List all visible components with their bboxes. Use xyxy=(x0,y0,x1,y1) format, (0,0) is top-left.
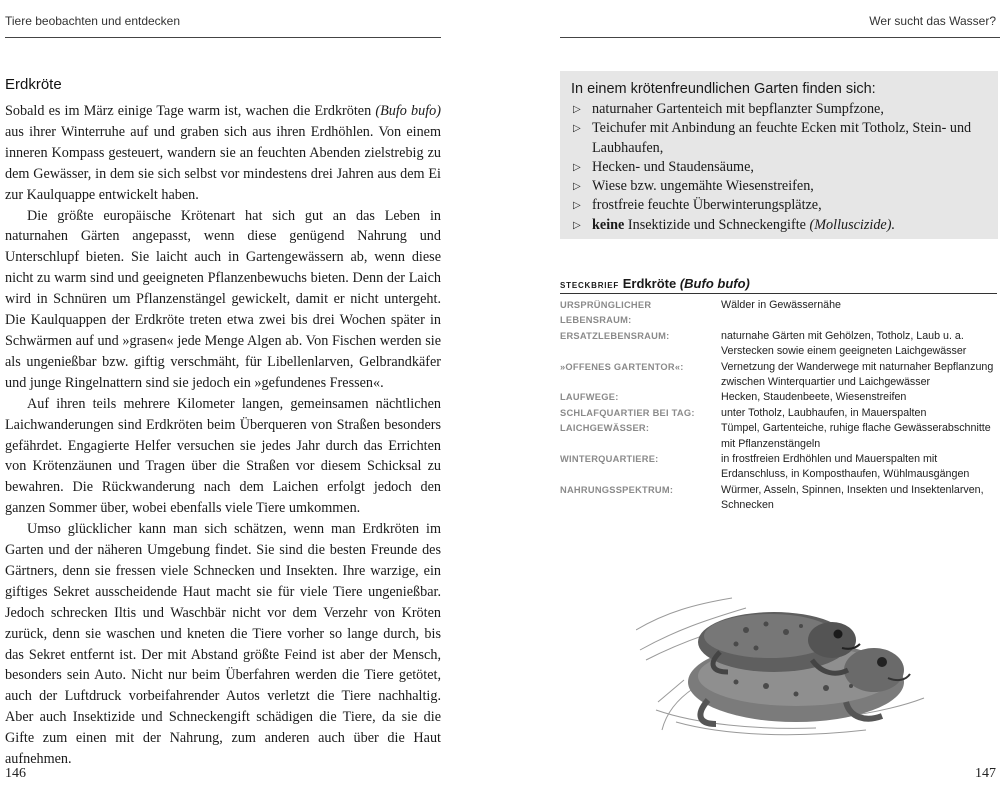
right-running-head: Wer sucht das Wasser? xyxy=(869,14,996,28)
list-item: ▷ Wiese bzw. ungemähte Wiesenstreifen, xyxy=(571,177,986,196)
species-profile xyxy=(560,276,997,514)
left-header-rule xyxy=(5,37,441,38)
profile-value: Vernetzung der Wanderwege mit naturnaher Bepflanzung zwischen Winterquartier und Laichgewässer xyxy=(721,360,994,389)
info-list xyxy=(571,100,986,235)
paragraph: Sobald es im März einige Tage warm ist, wachen die Erdkröten (Bufo bufo) aus ihrer Winterruhe auf und graben sich aus ihren Erdhöhlen. Von einem inneren Kompass gesteuert, wandern sie an feuchten Abenden zielstrebig zu dem Gewässer, in dem sie sich selbst vor mindestens drei Jahren aus dem Ei zur Kaulquappe entwickelt haben. xyxy=(5,103,441,203)
left-running-head: Tiere beobachten und entdecken xyxy=(5,14,181,28)
profile-label: SCHLAFQUARTIER BEI TAG: xyxy=(560,407,695,418)
paragraph: Auf ihren teils mehrere Kilometer langen, gemeinsamen nächtlichen Laichwanderungen sind Erdkröten beim Überqueren von Straßen besonders gefährdet. Engagierte Helfer versuchen sie jedes Jahr durch das Errichten von Krötenzäunen und Tragen über die Straßen vor diesem Schicksal zu bewahren. Die Rückwanderung nach dem Laichen erfolgt jedoch den ganzen Sommer über, wobei ebenfalls viele Tiere umkommen. xyxy=(5,395,441,517)
right-header-rule xyxy=(560,37,1000,38)
profile-label: WINTERQUARTIERE: xyxy=(560,454,659,465)
profile-value: Tümpel, Gartenteiche, ruhige flache Gewässerabschnitte mit Pflanzenstängeln xyxy=(721,422,991,450)
list-item: ▷ Hecken- und Staudensäume, xyxy=(571,158,986,177)
profile-table xyxy=(560,298,997,514)
list-item: ▷ frostfreie feuchte Überwinterungsplätze, xyxy=(571,196,986,215)
profile-kicker: STECKBRIEF xyxy=(560,281,620,290)
triangle-right-icon: ▷ xyxy=(573,161,581,173)
list-item: ▷ naturnaher Gartenteich mit bepflanzter Sumpfzone, xyxy=(571,100,986,119)
profile-value: Hecken, Staudenbeete, Wiesenstreifen xyxy=(721,391,907,404)
triangle-right-icon: ▷ xyxy=(573,181,581,193)
list-item: ▷ keine Insektizide und Schneckengifte (Molluscizide). xyxy=(571,216,986,235)
left-page-number: 146 xyxy=(5,766,26,781)
garden-info-box xyxy=(560,71,998,239)
profile-label: LAICHGEWÄSSER: xyxy=(560,423,650,434)
triangle-right-icon: ▷ xyxy=(573,104,581,115)
profile-title xyxy=(560,276,997,294)
profile-value: Würmer, Asseln, Spinnen, Insekten und Insektenlarven, Schnecken xyxy=(721,483,984,512)
triangle-right-icon: ▷ xyxy=(573,123,581,135)
paragraph: Umso glücklicher kann man sich schätzen, wenn man Erdkröten im Garten und der näheren Umgebung findet. Sie sind die besten Freunde des Gärtners, denn sie fressen viele Schnecken und Insekten. Ihre warzige, ein giftiges Sekret ausscheidende Haut macht sie für viele Tiere ungenießbar. Jedoch schrecken Iltis und Waschbär nicht vor dem Verzehr von Kröten zurück, denn sie waschen und kneten die Tiere vorher so lange durch, bis das Sekret entfernt ist. Der mit Abstand größte Feind ist aber der Mensch, besonders sein Auto. Nicht nur beim Überfahren werden die Tiere getötet, auch der Luftdruck vorbeifahrender Autos verletzt die Tiere nachhaltig. Aber auch Insektizide und Schneckengift schädigen die Tiere, da sie die Gifte zum einen mit der Nahrung, zum anderen auch über die Haut aufnehmen. xyxy=(5,521,441,768)
section-title: Erdkröte xyxy=(5,76,62,93)
profile-value: Wälder in Gewässernähe xyxy=(721,299,841,311)
right-page-number: 147 xyxy=(975,766,996,781)
triangle-right-icon: ▷ xyxy=(573,200,581,212)
profile-label: ERSATZLEBENSRAUM: xyxy=(560,330,670,341)
profile-label: »OFFENES GARTENTOR«: xyxy=(560,361,684,372)
profile-value: naturnahe Gärten mit Gehölzen, Totholz, Laub u. a. Verstecken sowie einem geeigneten Laichgewässer xyxy=(721,329,967,358)
profile-label: NAHRUNGSSPEKTRUM: xyxy=(560,484,674,495)
profile-value: in frostfreien Erdhöhlen und Mauerspalten mit Erdanschluss, in Komposthaufen, Wühlmausgängen xyxy=(721,453,970,481)
profile-latin-name: (Bufo bufo) xyxy=(679,276,750,291)
profile-species-name: Erdkröte xyxy=(622,276,677,291)
paragraph: Die größte europäische Krötenart hat sich gut an das Leben in naturnahen Gärten angepasst, wenn diese genügend Nahrung und Unterschlupf bieten. Sie laicht auch in Gartengewässern ab, wenn diese nicht zu warm sind und geeigneten Pflanzenbewuchs bieten. Denn der Laich wird in Schnüren um Pflanzenstängel gewickelt, damit er nicht untergeht. Die Kaulquappen der Erdkröte treten etwa zwei bis drei Wochen später in Schwärmen auf und »grasen« jede Menge Algen ab. Von Fischen werden sie als ungenießbar bzw. giftig verschmäht, für Libellenlarven, Gelbrandkäfer und junge Ringelnattern sind sie jedoch ein »gefundenes Fressen«. xyxy=(5,207,441,391)
list-item: ▷ Teichufer mit Anbindung an feuchte Ecken mit Totholz, Stein- und Laubhaufen, xyxy=(573,120,972,156)
body-text xyxy=(5,101,441,770)
profile-label: URSPRÜNGLICHER LEBENSRAUM: xyxy=(560,300,652,326)
profile-value: unter Totholz, Laubhaufen, in Mauerspalten xyxy=(721,406,927,419)
toad-pair-illustration xyxy=(636,590,926,740)
profile-label: LAUFWEGE: xyxy=(560,392,619,403)
triangle-right-icon: ▷ xyxy=(573,219,581,231)
info-box-title: In einem krötenfreundlichen Garten finden sich: xyxy=(571,81,876,97)
